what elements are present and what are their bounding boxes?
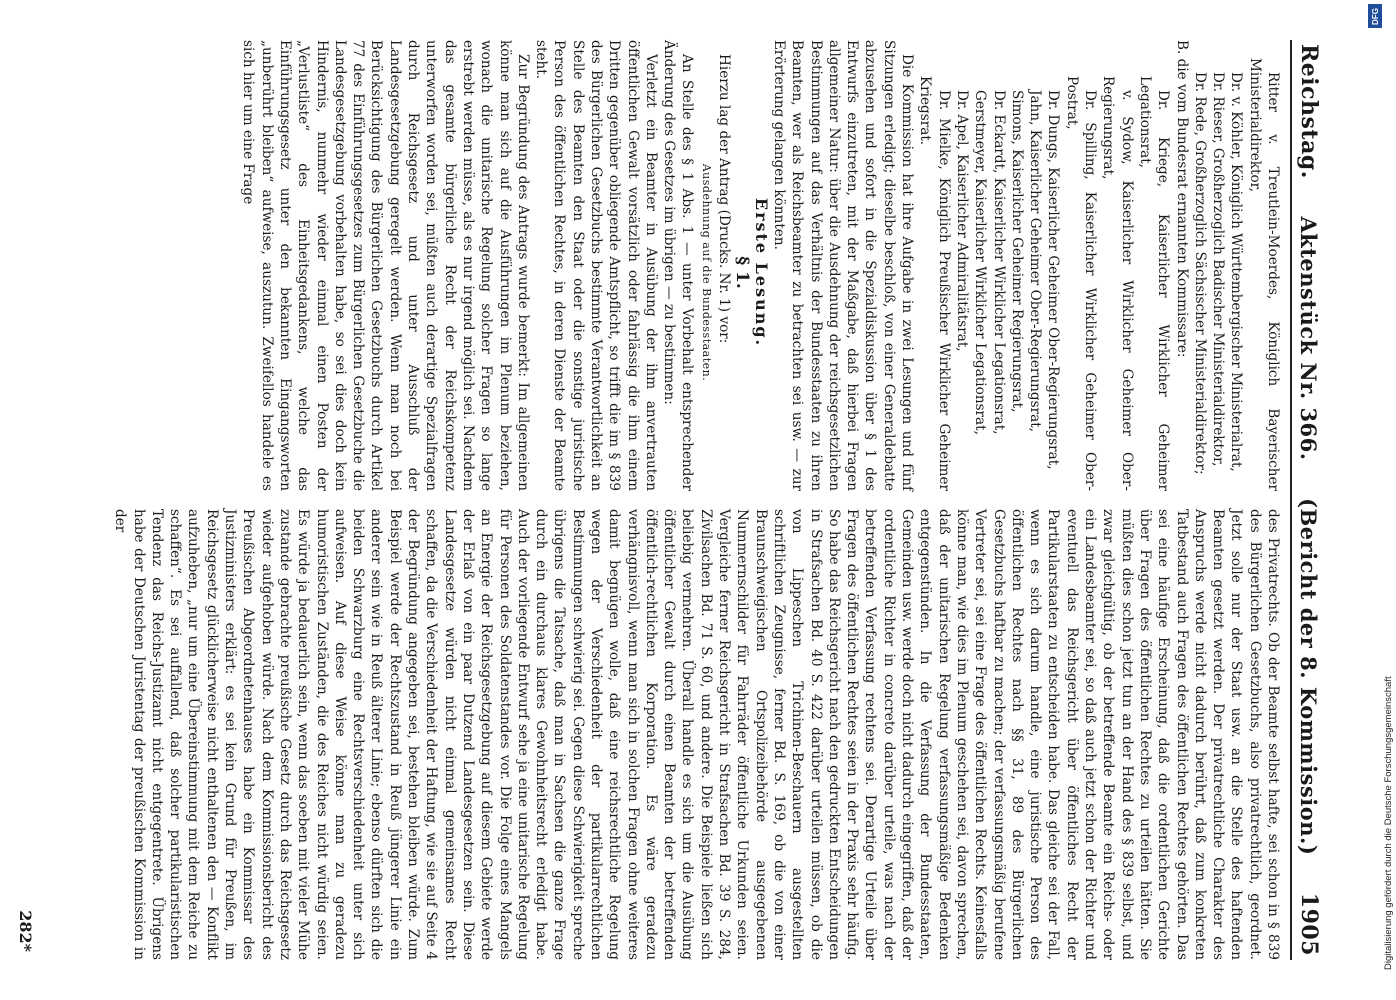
column-right <box>46 509 1282 960</box>
commissioner-entry: Ritter v. Treutlein-Moerdes, Königlich Bayerischer Ministerialdirektor, <box>1246 58 1281 491</box>
header-left: Reichstag. <box>1296 44 1322 179</box>
rotated-page <box>10 40 1330 960</box>
commissioner-entry: Dr. Mielke, Königlich Preußischer Wirklicher Geheimer Kriegsrat. <box>917 76 952 491</box>
commissioner-entry: Dr. Apel, Kaiserlicher Admiralitätsrat, <box>953 90 970 352</box>
commissioner-entry: Dr. Rede, Großherzoglich Sächsischer Ministerialdirektor; <box>1191 72 1208 475</box>
paragraph-justification: Zur Begründung des Antrags wurde bemerkt: Im allgemeinen könne man sich auf die Ausführungen im Plenum beziehen, wonach die unitarische Regelung solcher Fragen so lange erstrebt werden müsse, als es nur irgend möglich sei. Nachdem das gesamte bürgerliche Recht der Reichskompetenz unterworfen worden sei, müßten auch derartige Spezialfragen durch Reichsgesetz und unter Ausschluß der Landesgesetzgebung geregelt werden. Wenn man noch bei Berücksichtigung des Bürgerlichen Gesetzbuchs durch Artikel 77 des Einführungsgesetzes zum Bürgerlichen Gesetzbuche die Landesgesetzgebung vorbehalten habe, so sei dies doch kein Hindernis, nunmehr wieder einmal einen Posten der „Verlustliste“ des Einheitsgedankens, welche das Einführungsgesetz unter den bekannten Eingangsworten „unberührt bleiben“ aufweise, auszutun. Zweifellos handele es sich hier um eine Frage <box>240 40 531 491</box>
column-left <box>46 40 1282 491</box>
paragraph-continuation: des Privatrechts. Ob der Beamte selbst hafte, sei schon in § 839 des Bürgerlichen Gesetzbuchs, also privatrechtlich, geordnet. Jetzt solle nur der Staat usw. an die Stelle des haftenden Beamten gesetzt werden. Der privatrechtliche Charakter des Anspruchs werde nicht dadurch berührt, daß zum konkreten Tatbestand auch Fragen des öffentlichen Rechtes gehörten. Das sei eine häufige Erscheinung, daß die ordentlichen Gerichte über Fragen des öffentlichen Rechtes zu urteilen hätten. Sie müßten dies schon jetzt tun an der Hand des § 839 selbst, und zwar gleichgültig, ob der betreffende Beamte ein Reichs- oder ein Landesbeamter sei, so daß auch jetzt schon der Richter und eventuell das Reichsgericht über öffentliches Recht der Partikularstaaten zu entscheiden habe. Das gleiche sei der Fall, wenn es sich darum handle, eine juristische Person des öffentlichen Rechtes nach §§ 31, 89 des Bürgerlichen Gesetzbuchs haftbar zu machen; der verfassungsmäßig berufene Vertreter sei, sei eine Frage des öffentlichen Rechts. Keinesfalls könne man, wie dies im Plenum geschehen sei, davon sprechen, daß der unitarischen Regelung verfassungsmäßige Bedenken entgegenstünden. In die Verfassung der Bundesstaaten, Gemeinden usw. werde doch nicht dadurch eingegriffen, daß der ordentliche Richter in concreto darüber urteile, was nach der betreffenden Verfassung rechtens sei. Derartige Urteile über Fragen des öffentlichen Rechtes seien in der Praxis sehr häufig. So habe das Reichsgericht nach den gedruckten Entscheidungen in Strafsachen Bd. 40 S. 422 darüber urteilen müssen, ob die von Lippeschen Trichinen-Beschauern ausgestellten schriftlichen Zeugnisse, ferner Bd. S. 169, ob die von einer Braunschweigischen Ortspolizeibehörde ausgegebenen Nummernschilder für Fahrräder öffentliche Urkunden seien. Vergleiche ferner Reichsgericht in Strafsachen Bd. 39 S. 284, Zivilsachen Bd. 71 S. 60, und andere. Die Beispiele ließen sich beliebig vermehren. Überall handle es sich um die Ausübung öffentlicher Gewalt durch einen Beamten der betreffenden öffentlich-rechtlichen Korporation. Es wäre geradezu verhängnisvoll, wenn man sich in solchen Fragen ohne weiteres damit begnügen wolle, daß eine reichsrechtliche Regelung wegen der Verschiedenheit der partikularrechtlichen Bestimmungen schwierig sei. Gegen diese Schwierigkeit spreche übrigens die Tatsache, daß man in Sachsen die ganze Frage durch ein durchaus klares Gewohnheitsrecht erledigt habe. Auch der vorliegende Entwurf sehe ja eine unitarische Regelung für Personen des Soldatenstandes vor. Die Folge eines Mangels an Energie der Reichsgesetzgebung auf diesem Gebiete werde der Erlaß von ein paar Dutzend Landesgesetzen sein. Diese Landesgesetze würden nicht einmal gemeinsames Recht schaffen, da die Verschiedenheit der Haftung, wie sie auf Seite 4 der Begründung angegeben sei, bestehen bleiben würde. Zum Beispiel werde der Rechtszustand in Reuß jüngerer Linie ein anderer sein wie in Reuß älterer Linie; ebenso dürften sich die beiden Schwarzburg eine Rechtsverschiedenheit unter sich aufweisen. Auf diese Weise könne man zu geradezu humoristischen Zuständen, die des Reiches nicht würdig seien. Es würde ja bedauerlich sein, wenn das soeben mit vieler Mühe zustande gebrachte preußische Gesetz durch das Reichsgesetz wieder aufgehoben würde. Nach dem Kommissionsbericht des Preußischen Abgeordnetenhauses habe ein Kommissar des Justizministers erklärt: es sei kein Grund für Preußen, im Reichsgesetz glücklicherweise nicht enthaltenen den — Konflikt aufzuheben, „nur um eine Übereinstimmung mit dem Reiche zu schaffen“. Es sei auffallend, daß solcher partikularistischen Tendenz das Reichs-Justizamt nicht entgegentrete. Übrigens habe der Deutschen Juristentag der preußischen Kommission in der <box>112 509 1281 960</box>
paragraph-liability-rule: Verletzt ein Beamter in Ausübung der ihm anvertrauten öffentlichen Gewalt vorsätzlich oder fahrlässig die ihm einem Dritten gegenüber obliegende Amtspflicht, so trifft die im § 839 des Bürgerlichen Gesetzbuchs bestimmte Verantwortlichkeit an Stelle des Beamten den Staat oder die sonstige juristische Person des öffentlichen Rechtes, in deren Dienste der Beamte steht. <box>533 40 659 491</box>
heading-section-1: § 1. <box>732 256 753 289</box>
paragraph-motion-text: An Stelle des § 1 Abs. 1 — unter Vorbehalt entsprechender Änderung des Gesetzes im übrigen — zu bestimmen: <box>661 40 696 491</box>
header-center: Aktenstück Nr. 366. <box>1296 216 1321 461</box>
commissioner-entry: Dr. Rieser, Großherzoglich Badischer Ministerialdirektor, <box>1210 72 1227 467</box>
header-year: 1905 <box>1296 892 1322 956</box>
commissioner-entry: Dr. Spilling, Kaiserlicher Wirklicher Geheimer Ober-Postrat, <box>1063 76 1099 491</box>
commissioner-entry: Dr. Kriege, Kaiserlicher Wirklicher Geheimer Legationsrat, <box>1136 76 1172 491</box>
heading-first-reading: Erste Lesung. <box>751 197 771 348</box>
page-header <box>1290 40 1330 960</box>
subheading-extension: Ausdehnung auf die Bundesstaaten. <box>699 163 713 382</box>
commissioner-entry: Gerstmeyer, Kaiserlicher Wirklicher Legationsrat, <box>972 90 989 435</box>
text-columns <box>46 40 1282 960</box>
paragraph-commission-procedure: Die Kommission hat ihre Aufgabe in zwei Lesungen und fünf Sitzungen erledigt; dieselbe beschloß, von einer Generaldebatte abzusehen und sofort in die Spezialdiskussion über § 1 des Entwurfs einzutreten, mit der Maßgabe, daß hierbei Fragen allgemeiner Natur: über die Ausdehnung der reichsgesetzlichen Bestimmungen auf das Verhältnis der Bundesstaaten zu ihren Beamten, wer als Reichsbeamter zu betrachten sei usw. — zur Erörterung gelangen könnten. <box>770 40 916 491</box>
commissioner-entry: Simons, Kaiserlicher Geheimer Regierungsrat, <box>1008 90 1025 413</box>
page-number: 282* <box>16 910 35 952</box>
commissioner-entry: Dr. v. Köhler, Königlich Württembergischer Ministerialrat, <box>1228 72 1245 472</box>
commissioner-entry: Dr. Eckardt, Kaiserlicher Wirklicher Legationsrat, <box>990 90 1007 435</box>
header-report-title: (Bericht der 8. Kommission.) <box>1296 498 1321 856</box>
section-b-heading: B. die vom Bundesrat ernannten Kommissare: <box>1173 40 1190 358</box>
commissioner-entry: v. Sydow, Kaiserlicher Wirklicher Geheimer Ober-Regierungsrat, <box>1100 76 1135 491</box>
commissioner-entry: Dr. Dungs, Kaiserlicher Geheimer Ober-Regierungsrat, <box>1045 90 1062 470</box>
funding-note <box>1368 30 1394 990</box>
paragraph-motion-intro: Hierzu lag der Antrag (Drucks. Nr. 1) vor: <box>716 54 733 344</box>
funding-note-text: Digitalisierung gefördert durch die Deutsche Forschungsgemeinschaft <box>1383 676 1394 970</box>
dfg-logo: DFG <box>1368 4 1382 28</box>
commissioner-entry: Jahn, Kaiserlicher Geheimer Ober-Regierungsrat, <box>1027 90 1044 432</box>
